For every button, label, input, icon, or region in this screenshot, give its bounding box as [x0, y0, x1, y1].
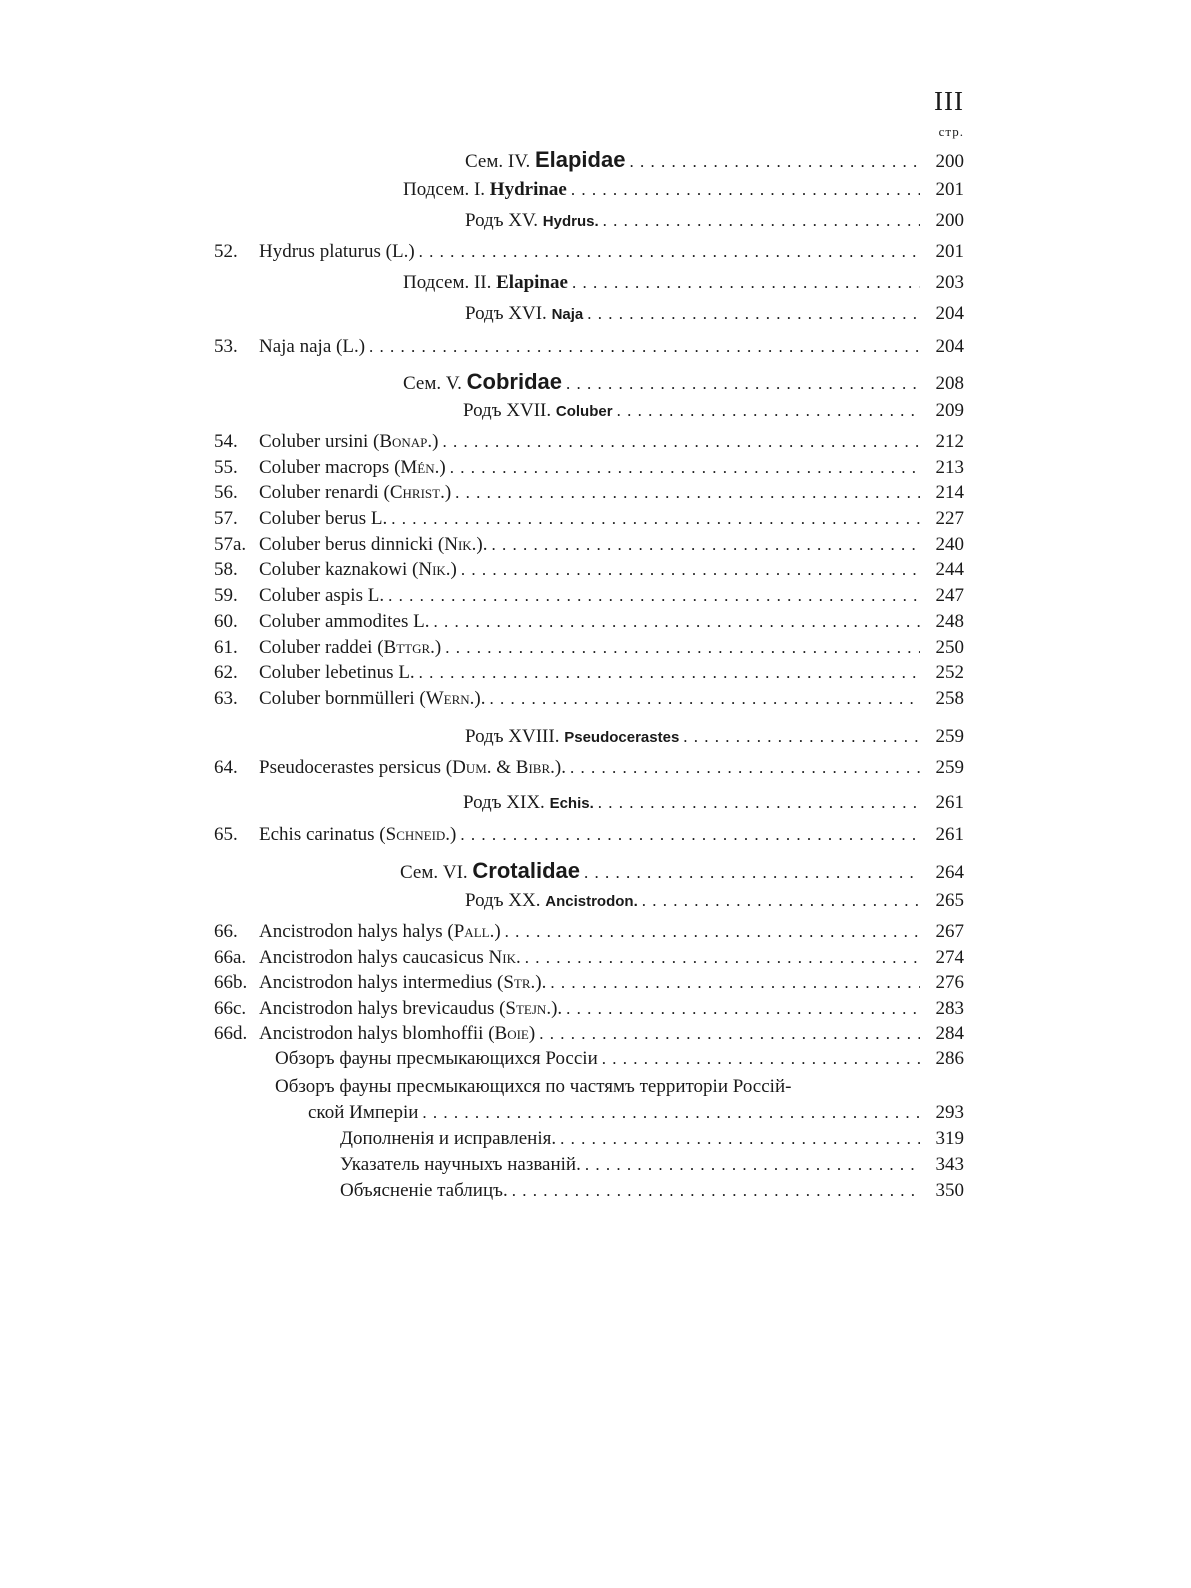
toc-entry — [214, 947, 964, 973]
toc-entry — [214, 336, 964, 362]
toc-entry-title — [259, 688, 486, 710]
toc-entry-name: Elapinae — [496, 272, 568, 293]
toc-entry-name: Naja — [551, 306, 584, 323]
toc-entry — [403, 179, 964, 205]
toc-entry-title — [259, 611, 429, 633]
toc-entry-name: (L.) — [336, 336, 366, 357]
dot-leader — [566, 999, 920, 1019]
dot-leader — [539, 1024, 920, 1044]
toc-entry-name: Hydrinae — [489, 179, 567, 200]
toc-entry — [214, 457, 964, 483]
toc-entry-page: 343 — [935, 1154, 964, 1175]
toc-entry-prefix: Coluber ammodites — [259, 611, 409, 632]
toc-entry-number: 60. — [214, 611, 238, 632]
toc-entry-page: 201 — [935, 241, 964, 262]
dot-leader — [571, 180, 920, 200]
toc-entry-number: 66a. — [214, 947, 247, 968]
toc-entry-prefix: Ancistrodon halys brevicaudus — [259, 998, 495, 1019]
toc-entry-page: 252 — [935, 662, 964, 683]
toc-entry-title — [465, 890, 638, 912]
toc-entry-name: (Nik.). — [437, 534, 488, 555]
toc-entry — [214, 611, 964, 637]
toc-entry-title — [259, 241, 415, 263]
toc-entry-name: (Schneid.) — [379, 824, 457, 845]
toc-entry-number: 59. — [214, 585, 238, 606]
toc-entry-title — [259, 1023, 535, 1045]
toc-entry-prefix: Родъ XVII. — [463, 400, 552, 421]
toc-entry-name: L. — [398, 662, 415, 683]
toc-entry-title — [463, 792, 594, 814]
toc-entry — [214, 757, 964, 783]
toc-entry-title: Обзоръ фауны пресмыкающихся Россіи — [275, 1048, 598, 1069]
toc-entry-title — [259, 972, 546, 994]
toc-entry-prefix: Ancistrodon halys halys — [259, 921, 443, 942]
toc-entry-title — [259, 559, 457, 581]
toc-entry — [214, 662, 964, 688]
toc-entry — [214, 585, 964, 611]
toc-entry-page: 244 — [935, 559, 964, 580]
toc-entry-number: 55. — [214, 457, 238, 478]
toc-entry-title — [403, 369, 562, 395]
dot-leader — [560, 1129, 920, 1149]
toc-entry-page: 264 — [935, 862, 964, 883]
dot-leader — [566, 374, 920, 394]
toc-entry-name: (Wern.). — [419, 688, 486, 709]
toc-entry-page: 319 — [935, 1128, 964, 1149]
toc-entry-prefix: Coluber renardi — [259, 482, 379, 503]
toc-entry-prefix: Hydrus platurus — [259, 241, 381, 262]
toc-entry-page: 248 — [935, 611, 964, 632]
toc-entry-additions — [340, 1128, 964, 1154]
toc-entry-page: 203 — [935, 272, 964, 293]
toc-entry-prefix: Coluber lebetinus — [259, 662, 394, 683]
dot-leader — [603, 211, 920, 231]
toc-entry — [214, 482, 964, 508]
toc-entry-number: 58. — [214, 559, 238, 580]
dot-leader — [642, 891, 920, 911]
dot-leader — [602, 1049, 920, 1069]
toc-entry-name: L. — [370, 508, 388, 529]
toc-entry-prefix: Родъ XIX. — [463, 792, 545, 813]
toc-entry-page: 212 — [935, 431, 964, 452]
toc-entry — [214, 534, 964, 560]
toc-entry-page: 276 — [935, 972, 964, 993]
toc-entry-prefix: Coluber macrops — [259, 457, 390, 478]
toc-entry-title — [400, 858, 580, 884]
toc-entry-prefix: Подсем. I. — [403, 179, 486, 200]
toc-entry-title — [259, 998, 562, 1020]
dot-leader — [442, 432, 920, 452]
toc-entry — [214, 998, 964, 1024]
toc-entry-name: L. — [367, 585, 385, 606]
toc-entry-title — [259, 757, 566, 779]
dot-leader — [455, 483, 920, 503]
toc-entry-prefix: Echis carinatus — [259, 824, 375, 845]
dot-leader — [450, 458, 920, 478]
toc-entry-prefix: Coluber ursini — [259, 431, 369, 452]
toc-entry — [463, 792, 964, 818]
toc-entry — [214, 824, 964, 850]
toc-entry — [465, 726, 964, 752]
toc-entry-prefix: Ancistrodon halys intermedius — [259, 972, 493, 993]
toc-entry-prefix: Ancistrodon halys caucasicus — [259, 947, 484, 968]
dot-leader — [388, 586, 920, 606]
dot-leader — [629, 152, 920, 172]
toc-entry-title — [465, 210, 599, 232]
toc-entry-page: 293 — [935, 1102, 964, 1123]
toc-entry-title — [465, 147, 625, 173]
dot-leader — [584, 863, 920, 883]
toc-entry — [214, 559, 964, 585]
toc-entry-name: (Bttgr.) — [377, 637, 442, 658]
toc-entry-title — [465, 726, 679, 748]
toc-entry — [465, 303, 964, 329]
toc-entry-title — [259, 336, 365, 358]
toc-entry-title — [403, 179, 567, 201]
toc-entry-name: (Nik.) — [412, 559, 457, 580]
dot-leader — [491, 535, 920, 555]
toc-entry-prefix: Coluber kaznakowi — [259, 559, 408, 580]
toc-entry-overview-regions — [308, 1102, 964, 1128]
toc-entry-page: 284 — [935, 1023, 964, 1044]
toc-entry-name: Pseudocerastes — [564, 729, 680, 746]
toc-entry-title — [259, 662, 415, 684]
toc-entry-name: Crotalidae — [472, 858, 581, 883]
toc-entry-number: 64. — [214, 757, 238, 778]
toc-entry — [465, 210, 964, 236]
toc-entry-name: (Dum. & Bibr.). — [445, 757, 566, 778]
dot-leader — [572, 273, 920, 293]
toc-entry-number: 65. — [214, 824, 238, 845]
toc-entry-prefix: Coluber berus — [259, 508, 367, 529]
toc-entry-prefix: Сем. VI. — [400, 862, 468, 883]
dot-leader — [598, 793, 920, 813]
dot-leader — [422, 1103, 920, 1123]
toc-entry-page: 213 — [935, 457, 964, 478]
toc-entry-page: 209 — [935, 400, 964, 421]
toc-entry-name: Echis. — [549, 795, 594, 812]
toc-entry-number: 63. — [214, 688, 238, 709]
toc-entry-name: (Bonap.) — [373, 431, 439, 452]
toc-entry-number: 54. — [214, 431, 238, 452]
toc-entry-title: ской Имперіи — [308, 1102, 419, 1123]
toc-entry-page: 201 — [935, 179, 964, 200]
toc-entry-page: 274 — [935, 947, 964, 968]
toc-entry-prefix: Coluber raddei — [259, 637, 373, 658]
toc-entry-page: 261 — [935, 792, 964, 813]
toc-entry-title — [259, 947, 521, 969]
dot-leader — [419, 663, 920, 683]
toc-entry-page: 214 — [935, 482, 964, 503]
toc-entry — [463, 400, 964, 426]
toc-entry-name: L. — [413, 611, 430, 632]
toc-entry-prefix: Родъ XVIII. — [465, 726, 560, 747]
toc-entry-name: Hydrus. — [542, 213, 599, 230]
toc-entry-page: 265 — [935, 890, 964, 911]
toc-entry-title — [463, 400, 613, 422]
toc-entry-prefix: Ancistrodon halys blomhoffii — [259, 1023, 484, 1044]
toc-entry-title — [465, 303, 583, 325]
toc-entry-number: 57a. — [214, 534, 247, 555]
toc-entry-page: 286 — [935, 1048, 964, 1069]
toc-entry-page: 259 — [935, 757, 964, 778]
toc-entry-number: 66b. — [214, 972, 248, 993]
toc-entry — [400, 858, 964, 884]
toc-entry-page: 261 — [935, 824, 964, 845]
toc-entry — [465, 890, 964, 916]
toc-entry-title: Указатель научныхъ названій. — [340, 1154, 581, 1175]
dot-leader — [445, 638, 920, 658]
toc-entry — [214, 241, 964, 267]
dot-leader — [460, 825, 920, 845]
toc-entry-number: 52. — [214, 241, 238, 262]
dot-leader — [419, 242, 920, 262]
toc-entry-number: 53. — [214, 336, 238, 357]
toc-entry-overview-russia — [275, 1048, 964, 1074]
toc-entry-prefix: Родъ XX. — [465, 890, 541, 911]
toc-entry-name: (Mén.) — [394, 457, 446, 478]
toc-entry-name: Elapidae — [534, 147, 626, 172]
toc-entry-page: 258 — [935, 688, 964, 709]
toc-entry-page: 267 — [935, 921, 964, 942]
toc-entry-name: (L.) — [385, 241, 415, 262]
toc-entry-page: 204 — [935, 303, 964, 324]
toc-entry-page: 259 — [935, 726, 964, 747]
toc-entry-prefix: Родъ XV. — [465, 210, 539, 231]
toc-entry-page: 240 — [935, 534, 964, 555]
toc-entry-prefix: Родъ XVI. — [465, 303, 547, 324]
toc-entry-page: 204 — [935, 336, 964, 357]
toc-entry-page: 208 — [935, 373, 964, 394]
toc-entry-page: 247 — [935, 585, 964, 606]
toc-entry-title — [403, 272, 568, 294]
toc-entry-number: 66. — [214, 921, 238, 942]
toc-entry-title — [259, 457, 446, 479]
toc-entry-prefix: Coluber aspis — [259, 585, 363, 606]
dot-leader — [391, 509, 920, 529]
dot-leader — [587, 304, 920, 324]
toc-entry — [214, 921, 964, 947]
toc-entry-title — [259, 824, 456, 846]
toc-entry-page: 283 — [935, 998, 964, 1019]
toc-entry-number: 57. — [214, 508, 238, 529]
toc-entry-prefix: Pseudocerastes persicus — [259, 757, 442, 778]
toc-entry — [403, 272, 964, 298]
toc-entry — [403, 369, 964, 395]
dot-leader — [683, 727, 920, 747]
page-column-header: стр. — [938, 124, 964, 139]
toc-entry-title — [259, 921, 501, 943]
toc-entry-title — [259, 534, 487, 556]
toc-entry-page: 200 — [935, 210, 964, 231]
toc-entry-prefix: Сем. IV. — [465, 151, 531, 172]
toc-entry-plates — [340, 1180, 964, 1206]
toc-entry-number: 66c. — [214, 998, 247, 1019]
toc-entry — [214, 972, 964, 998]
toc-entry-title: Объясненіе таблицъ. — [340, 1180, 508, 1201]
dot-leader — [617, 401, 920, 421]
toc-entry-prefix: Сем. V. — [403, 373, 462, 394]
toc-entry-number: 66d. — [214, 1023, 248, 1044]
dot-leader — [550, 973, 920, 993]
dot-leader — [461, 560, 920, 580]
toc-entry-name: Cobridae — [466, 369, 562, 394]
dot-leader — [525, 948, 920, 968]
dot-leader — [570, 758, 920, 778]
toc-entry-title — [259, 637, 441, 659]
toc-entry-prefix: Подсем. II. — [403, 272, 492, 293]
toc-entry — [214, 508, 964, 534]
toc-entry-page: 227 — [935, 508, 964, 529]
toc-entry-name: Nik. — [488, 947, 521, 968]
dot-leader — [490, 689, 920, 709]
toc-entry-number: 56. — [214, 482, 238, 503]
toc-entry-title: Дополненія и исправленія. — [340, 1128, 557, 1149]
toc-entry-name: (Stejn.). — [499, 998, 563, 1019]
toc-entry — [214, 688, 964, 714]
dot-leader — [512, 1181, 920, 1201]
toc-entry-name: (Boie) — [488, 1023, 536, 1044]
toc-entry-page: 350 — [935, 1180, 964, 1201]
toc-entry-index — [340, 1154, 964, 1180]
dot-leader — [585, 1155, 920, 1175]
dot-leader — [433, 612, 920, 632]
page-number: III — [934, 86, 964, 116]
toc-entry — [465, 147, 964, 173]
toc-entry — [214, 1023, 964, 1049]
toc-entry-name: (Christ.) — [383, 482, 452, 503]
toc-entry-page: 250 — [935, 637, 964, 658]
toc-entry-name: Coluber — [555, 403, 613, 420]
toc-entry-name: Ancistrodon. — [545, 893, 638, 910]
toc-entry-name: (Pall.) — [447, 921, 501, 942]
toc-entry-title — [259, 482, 451, 504]
toc-entry-name: (Str.). — [497, 972, 547, 993]
toc-entry-number: 62. — [214, 662, 238, 683]
toc-entry-page: 200 — [935, 151, 964, 172]
toc-entry — [214, 431, 964, 457]
toc-entry-overview-regions-line1: Обзоръ фауны пресмыкающихся по частямъ территоріи Россій- — [275, 1076, 792, 1097]
toc-entry-title — [259, 431, 438, 453]
toc-entry-title — [259, 585, 384, 607]
toc-entry-prefix: Naja naja — [259, 336, 332, 357]
toc-entry — [214, 637, 964, 663]
toc-entry-title — [259, 508, 387, 530]
dot-leader — [369, 337, 920, 357]
dot-leader — [505, 922, 920, 942]
toc-entry-prefix: Coluber berus dinnicki — [259, 534, 434, 555]
toc-entry-number: 61. — [214, 637, 238, 658]
toc-entry-prefix: Coluber bornmülleri — [259, 688, 415, 709]
